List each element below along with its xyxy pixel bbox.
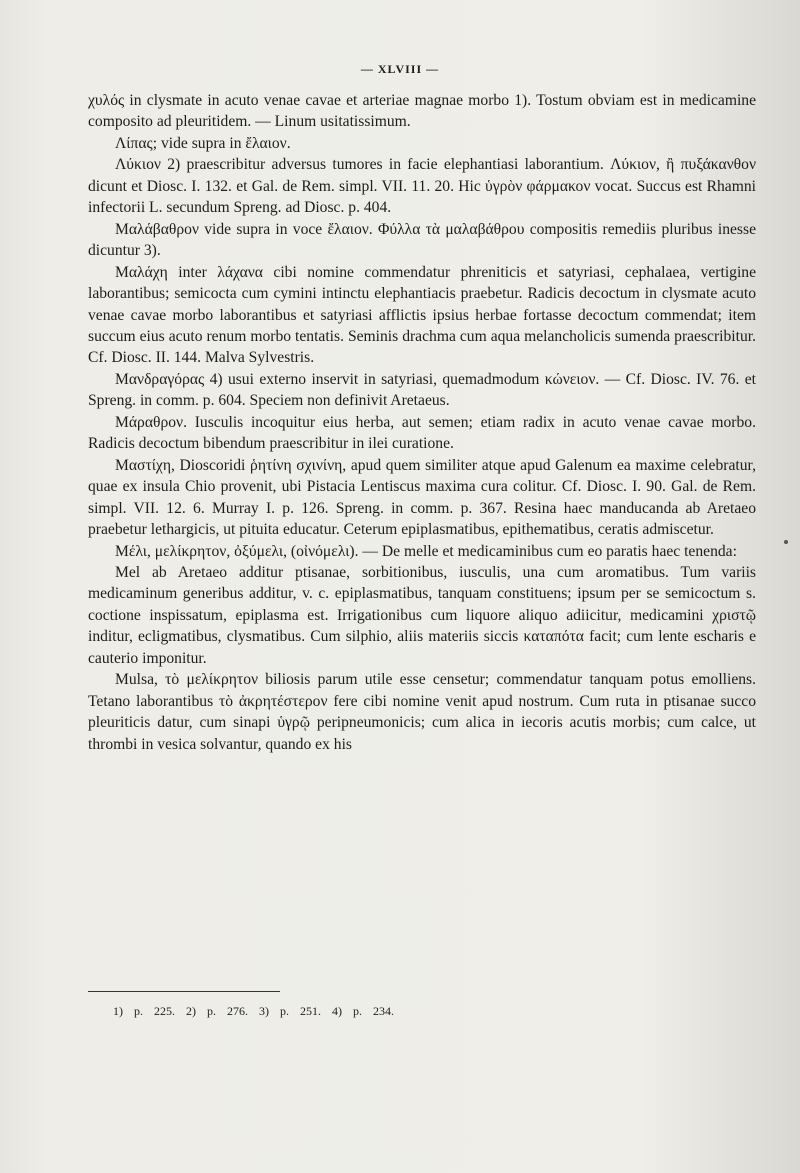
paragraph: Μαλάβαθρον vide supra in voce ἔλαιον. Φύλλα τὰ μαλαβάθρου compositis remediis pluribus inesse dicuntur 3).	[88, 220, 756, 260]
paragraph: Μάραθρον. Iusculis incoquitur eius herba, aut semen; etiam radix in acuto venae cavae morbo. Radicis decoctum bibendum praescribitur in ilei curatione.	[88, 413, 756, 453]
page-header: — XLVIII —	[360, 62, 440, 76]
paragraph: Μαστίχη, Dioscoridi ῥητίνη σχινίνη, apud quem similiter atque apud Galenum ea maxime celebratur, quae ex insula Chio provenit, ubi Pistacia Lentiscus maxima cura colitur. Cf. Diosc. I. 90. Gal. de Rem. simpl. VII. 12. 6. Murray I. p. 126. Spreng. in comm. p. 367. Resina haec manducanda ab Aretaeo praebetur lethargicis, ut pituita educatur. Ceterum epiplasmatibus, epithematibus, ceratis admiscetur.	[88, 456, 756, 539]
paragraph: Mel ab Aretaeo additur ptisanae, sorbitionibus, iusculis, una cum aromatibus. Tum variis medicaminum generibus additur, v. c. epiplasmatibus, tanquam constituens; ipsum per se semicoctum s. coctione inspissatum, epiplasma est. Irrigationibus cum liquore aliquo adiicitur, medicamini χριστῷ inditur, ecligmatibus, clysmatibus. Cum silphio, aliis materiis siccis καταπότα facit; cum lente escharis e cauterio imponitur.	[88, 563, 756, 667]
paragraph: Λύκιον 2) praescribitur adversus tumores in facie elephantiasi laborantium. Λύκιον, ἢ πυξάκανθον dicunt et Diosc. I. 132. et Gal. de Rem. simpl. VII. 11. 20. Hic ὑγρὸν φάρμακον vocat. Succus est Rhamni infectorii L. secundum Spreng. ad Diosc. p. 404.	[88, 156, 756, 217]
paragraph: Μέλι, μελίκρητον, ὀξύμελι, (οἰνόμελι). — De melle et medicaminibus cum eo paratis haec tenenda:	[115, 542, 737, 560]
paragraph: Λίπας; vide supra in ἔλαιον.	[115, 134, 291, 152]
paragraph: Μανδραγόρας 4) usui externo inservit in satyriasi, quemadmodum κώνειον. — Cf. Diosc. IV. 76. et Spreng. in comm. p. 604. Speciem non definivit Aretaeus.	[88, 370, 756, 410]
paragraph: Μαλάχη inter λάχανα cibi nomine commendatur phreniticis et satyriasi, cephalaea, vertigine laborantibus; semicocta cum cymini intinctu elephantiacis praebetur. Radicis decoctum in clysmate acuto venae cavae morbo laborantibus et satyriasi afflictis ipsius herbae fortasse decoctum commendat; item succum eius acuto renum morbo tentatis. Seminis drachma cum aqua melancholicis sumenda praescribitur. Cf. Diosc. II. 144. Malva Sylvestris.	[88, 263, 756, 367]
page-body	[88, 90, 756, 755]
margin-mark	[784, 540, 788, 544]
footnote-rule	[88, 991, 280, 992]
footnotes: 1) p. 225. 2) p. 276. 3) p. 251. 4) p. 234.	[113, 1004, 394, 1018]
paragraph: Mulsa, τὸ μελίκρητον biliosis parum utile esse censetur; commendatur tanquam potus emolliens. Tetano laborantibus τὸ ἀκρητέστερον fere cibi nomine venit apud nostrum. Cum ruta in ptisanae succo pleuriticis datur, cum sinapi ὑγρῷ peripneumonicis; cum alica in iecoris acutis morbis; cum calce, ut thrombi in vesica solvantur, quando ex his	[88, 671, 756, 753]
paragraph: χυλός in clysmate in acuto venae cavae et arteriae magnae morbo 1). Tostum obviam est in medicamine composito ad pleuritidem. — Linum usitatissimum.	[88, 92, 756, 131]
